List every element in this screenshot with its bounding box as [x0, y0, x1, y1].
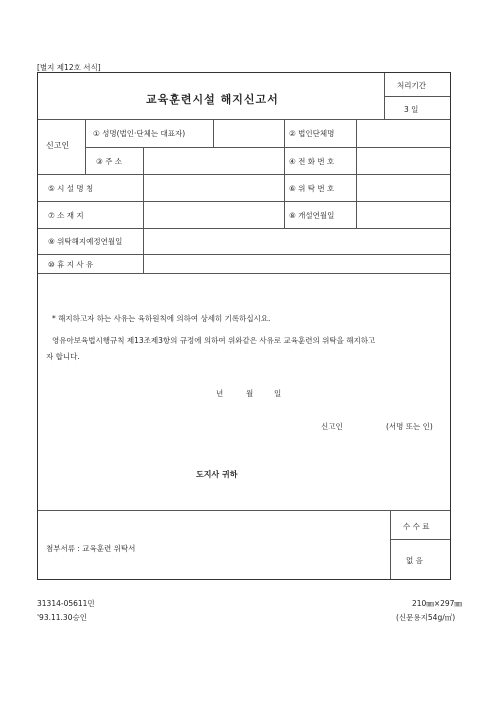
processing-label: 처리기간	[397, 81, 426, 90]
footer-paper: (신문용지54g/㎡)	[396, 613, 456, 622]
field-address-label: ③ 주 소	[96, 157, 122, 166]
fee-label: 수 수 료	[403, 522, 430, 531]
signer-label: 신고인	[321, 422, 343, 431]
signer-note: (서명 또는 인)	[386, 422, 433, 431]
footer-approval: '93.11.30승인	[37, 613, 87, 622]
form-title: 교육훈련시설 해지신고서	[146, 93, 279, 106]
body-line-2: 자 합니다.	[46, 352, 80, 361]
fee-value: 없 음	[406, 556, 423, 565]
field-contract-label: ⑥ 위 탁 번 호	[289, 184, 335, 193]
attachment: 첨부서류 : 교육훈련 위탁서	[46, 544, 136, 553]
footer-size: 210㎜×297㎜	[412, 599, 462, 608]
date-month: 월	[246, 389, 254, 398]
field-terminate-date-label: ⑨ 위탁해지예정연월일	[48, 237, 123, 246]
date-year: 년	[216, 389, 224, 398]
field-facility-label: ⑤ 시 설 명 칭	[48, 184, 94, 193]
field-reason-label: ⑩ 휴 지 사 유	[48, 260, 94, 269]
field-phone-label: ④ 전 화 번 호	[289, 157, 335, 166]
note-text: * 해지하고자 하는 사유는 육하원칙에 의하여 상세히 기록하십시요.	[52, 314, 271, 323]
field-name-label: ① 성명(법인·단체는 대표자)	[93, 129, 186, 138]
field-org-label: ② 법인단체명	[289, 129, 335, 138]
addressee: 도지사 귀하	[196, 470, 238, 479]
applicant-label: 신고인	[46, 141, 70, 150]
date-day: 일	[274, 389, 282, 398]
field-location-label: ⑦ 소 재 지	[48, 211, 84, 220]
report-form	[37, 72, 451, 580]
form-number: [별지 제12호 서식]	[37, 63, 101, 72]
field-open-date-label: ⑧ 개설연월일	[289, 211, 335, 220]
body-line-1: 영유아보육법시행규칙 제13조제3항의 규정에 의하여 위와같은 사유로 교육훈련의 위탁을 해지하고	[52, 336, 376, 345]
processing-value: 3 일	[404, 105, 419, 114]
footer-code: 31314-05611민	[37, 599, 95, 608]
